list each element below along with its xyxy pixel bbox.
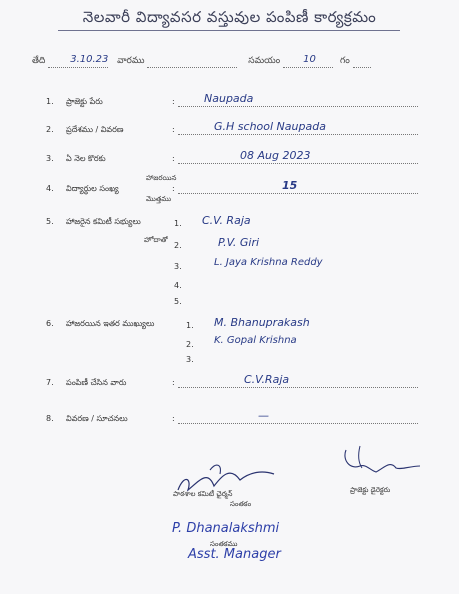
row-number: 4. bbox=[46, 184, 54, 193]
committee-member bbox=[174, 294, 434, 308]
committee-member bbox=[174, 259, 434, 273]
time-field bbox=[283, 54, 333, 68]
member-name: M. Bhanuprakash bbox=[214, 316, 310, 329]
date-label: తేది bbox=[32, 56, 46, 66]
member-number: 1. bbox=[174, 219, 182, 228]
row-label: ప్రదేశము / వివరణ bbox=[66, 125, 124, 134]
row-colon: : bbox=[172, 154, 175, 163]
manager-name: P. Dhanalakshmi bbox=[172, 521, 280, 536]
present-label: హాజరయిన bbox=[146, 174, 177, 182]
row-label: ఏ నెల కొరకు bbox=[66, 154, 106, 163]
row-number: 8. bbox=[46, 414, 54, 423]
row-value: Naupada bbox=[204, 92, 254, 105]
row-number: 2. bbox=[46, 125, 54, 134]
row-fill-line bbox=[178, 134, 418, 135]
chairman-sub-label: సంతకం bbox=[230, 500, 252, 508]
row-number: 7. bbox=[46, 378, 54, 387]
row-colon: : bbox=[172, 414, 175, 423]
row-value: 15 bbox=[282, 179, 298, 192]
member-number: 2. bbox=[186, 340, 194, 349]
committee-member bbox=[174, 278, 434, 292]
row-number: 6. bbox=[46, 319, 54, 328]
member-number: 1. bbox=[186, 321, 194, 330]
row-value: — bbox=[258, 409, 269, 422]
committee-member bbox=[174, 216, 434, 230]
row-label: పంపిణీ చేసిన వారు bbox=[66, 378, 127, 387]
row-label: ప్రాజెక్టు పేరు bbox=[66, 97, 103, 106]
row-label: హాజరయిన ఇతర ముఖ్యులు bbox=[66, 319, 155, 328]
time-value: 10 bbox=[303, 54, 316, 65]
row-fill-line bbox=[178, 423, 418, 424]
row-colon: : bbox=[172, 378, 175, 387]
committee-member bbox=[174, 238, 434, 252]
form-row-location bbox=[0, 121, 459, 137]
row-fill-line bbox=[178, 106, 418, 107]
member-number: 4. bbox=[174, 281, 182, 290]
form-row-distributor bbox=[0, 374, 459, 390]
manager-title: Asst. Manager bbox=[188, 547, 281, 562]
director-signature bbox=[336, 440, 426, 485]
row-fill-line bbox=[178, 163, 418, 164]
member-number: 2. bbox=[174, 241, 182, 250]
member-name: C.V. Raja bbox=[202, 214, 251, 227]
date-field bbox=[48, 54, 109, 68]
member-number: 5. bbox=[174, 297, 182, 306]
row-label: వివరణ / సూచనలు bbox=[66, 414, 128, 423]
form-row-students bbox=[0, 180, 459, 196]
row-value: C.V.Raja bbox=[244, 373, 290, 386]
form-row-project bbox=[0, 93, 459, 109]
row-number: 1. bbox=[46, 97, 54, 106]
day-label: వారము bbox=[117, 56, 145, 66]
document-title: నెలవారీ విద్యావసర వస్తువుల పంపిణీ కార్యక్రమం bbox=[82, 8, 377, 26]
other-member bbox=[174, 337, 434, 351]
member-number: 3. bbox=[186, 355, 194, 364]
row-value: G.H school Naupada bbox=[214, 120, 326, 133]
day-field bbox=[147, 58, 237, 68]
row-label: విద్యార్థుల సంఖ్య bbox=[66, 184, 119, 193]
form-row-remarks bbox=[0, 410, 459, 426]
title-underline bbox=[58, 30, 400, 31]
row-fill-line bbox=[178, 193, 418, 194]
designation-label: హోదాతో bbox=[144, 236, 168, 244]
date-value: 3.10.23 bbox=[70, 54, 109, 65]
other-member bbox=[174, 352, 434, 366]
member-number: 3. bbox=[174, 262, 182, 271]
meta-row bbox=[32, 56, 371, 68]
row-value: 08 Aug 2023 bbox=[240, 149, 311, 162]
member-name: P.V. Giri bbox=[218, 236, 260, 249]
hours-field bbox=[353, 58, 371, 68]
director-label: ప్రాజెక్టు డైరెక్టరు bbox=[350, 486, 391, 494]
row-number: 3. bbox=[46, 154, 54, 163]
manager-sub-label: సంతకము bbox=[210, 540, 238, 548]
row-colon: : bbox=[172, 97, 175, 106]
form-row-month bbox=[0, 150, 459, 166]
other-member bbox=[174, 318, 434, 332]
member-name: L. Jaya Krishna Reddy bbox=[214, 257, 323, 268]
time-label: సమయం bbox=[248, 56, 281, 66]
total-label: మొత్తము bbox=[146, 195, 172, 203]
hours-label: గం bbox=[340, 56, 350, 66]
row-colon: : bbox=[172, 125, 175, 134]
row-colon: : bbox=[172, 184, 175, 193]
row-label: హాజరైన కమిటీ సభ్యులు bbox=[66, 217, 141, 226]
row-fill-line bbox=[178, 387, 418, 388]
row-number: 5. bbox=[46, 217, 54, 226]
member-name: K. Gopal Krishna bbox=[214, 335, 297, 346]
chairman-label: పాఠశాల కమిటీ ఛైర్మన్ bbox=[173, 490, 233, 498]
